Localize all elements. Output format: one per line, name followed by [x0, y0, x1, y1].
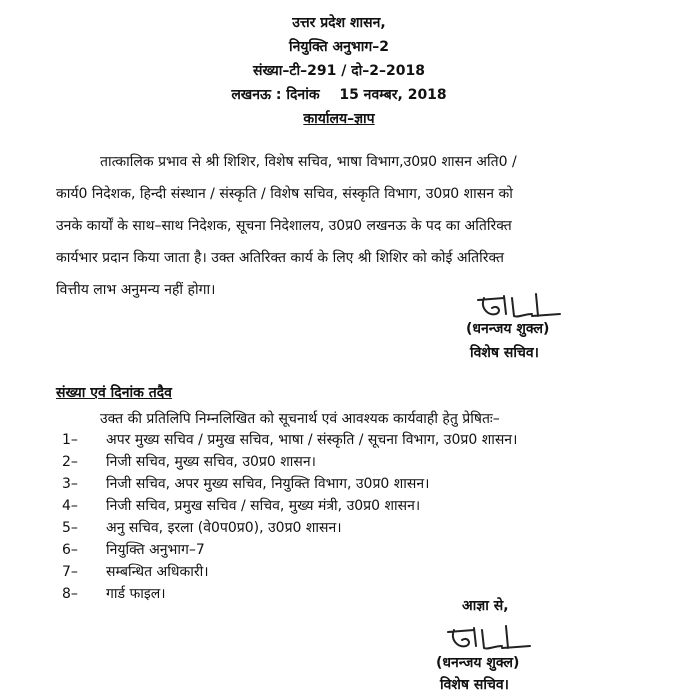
- signatory-name: (धनन्जय शुक्ल): [436, 655, 520, 671]
- list-item-number: 1–: [62, 432, 78, 448]
- by-order: आज्ञा से,: [462, 598, 509, 614]
- place-date: [0, 86, 678, 104]
- body-line: कार्यभार प्रदान किया जाता है। उक्त अतिरिक्त कार्य के लिए श्री शिशिर को कोई अतिरिक्त: [56, 250, 505, 266]
- list-item: अपर मुख्य सचिव / प्रमुख सचिव, भाषा / संस्कृति / सूचना विभाग, उ0प्र0 शासन।: [106, 432, 518, 448]
- list-item-number: 2–: [62, 454, 78, 470]
- body-line: वित्तीय लाभ अनुमन्य नहीं होगा।: [56, 282, 216, 298]
- list-item: गार्ड फाइल।: [106, 586, 166, 602]
- body-line: कार्य0 निदेशक, हिन्दी संस्थान / संस्कृति / विशेष सचिव, संस्कृति विभाग, उ0प्र0 शासन को: [56, 186, 513, 202]
- office-name: उत्तर प्रदेश शासन,: [292, 15, 386, 31]
- signature-image: [444, 620, 534, 654]
- signatory-designation: विशेष सचिव।: [440, 677, 509, 693]
- list-item: निजी सचिव, मुख्य सचिव, उ0प्र0 शासन।: [106, 454, 316, 470]
- list-item-number: 6–: [62, 542, 78, 558]
- section-name: नियुक्ति अनुभाग–2: [288, 39, 390, 55]
- body-line: तात्कालिक प्रभाव से श्री शिशिर, विशेष सचिव, भाषा विभाग,उ0प्र0 शासन अति0 /: [100, 154, 517, 170]
- memo-title: कार्यालय–ज्ञाप: [303, 111, 375, 127]
- body-line: उनके कार्यों के साथ–साथ निदेशक, सूचना निदेशालय, उ0प्र0 लखनऊ के पद का अतिरिक्त: [56, 218, 512, 234]
- list-item-number: 7–: [62, 564, 78, 580]
- list-item: नियुक्ति अनुभाग–7: [106, 542, 205, 558]
- distribution-heading: संख्या एवं दिनांक तदैव: [56, 385, 172, 401]
- list-item: निजी सचिव, प्रमुख सचिव / सचिव, मुख्य मंत्री, उ0प्र0 शासन।: [106, 498, 421, 514]
- distribution-intro: उक्त की प्रतिलिपि निम्नलिखित को सूचनार्थ एवं आवश्यक कार्यवाही हेतु प्रेषितः–: [100, 411, 500, 427]
- signatory-name: (धनन्जय शुक्ल): [466, 321, 550, 337]
- list-item-number: 5–: [62, 520, 78, 536]
- list-item-number: 4–: [62, 498, 78, 514]
- list-item: सम्बन्धित अधिकारी।: [106, 564, 209, 580]
- signature-image: [474, 288, 564, 324]
- reference-number: संख्या–टी–291 / दो–2–2018: [253, 63, 425, 79]
- issue-date: 15 नवम्बर, 2018: [339, 87, 447, 103]
- list-item: निजी सचिव, अपर मुख्य सचिव, नियुक्ति विभाग, उ0प्र0 शासन।: [106, 476, 430, 492]
- list-item: अनु सचिव, इरला (वे0प0प्र0), उ0प्र0 शासन।: [106, 520, 342, 536]
- list-item-number: 3–: [62, 476, 78, 492]
- place-date-prefix: लखनऊ : दिनांक: [231, 87, 320, 103]
- list-item-number: 8–: [62, 586, 78, 602]
- signatory-designation: विशेष सचिव।: [470, 345, 539, 361]
